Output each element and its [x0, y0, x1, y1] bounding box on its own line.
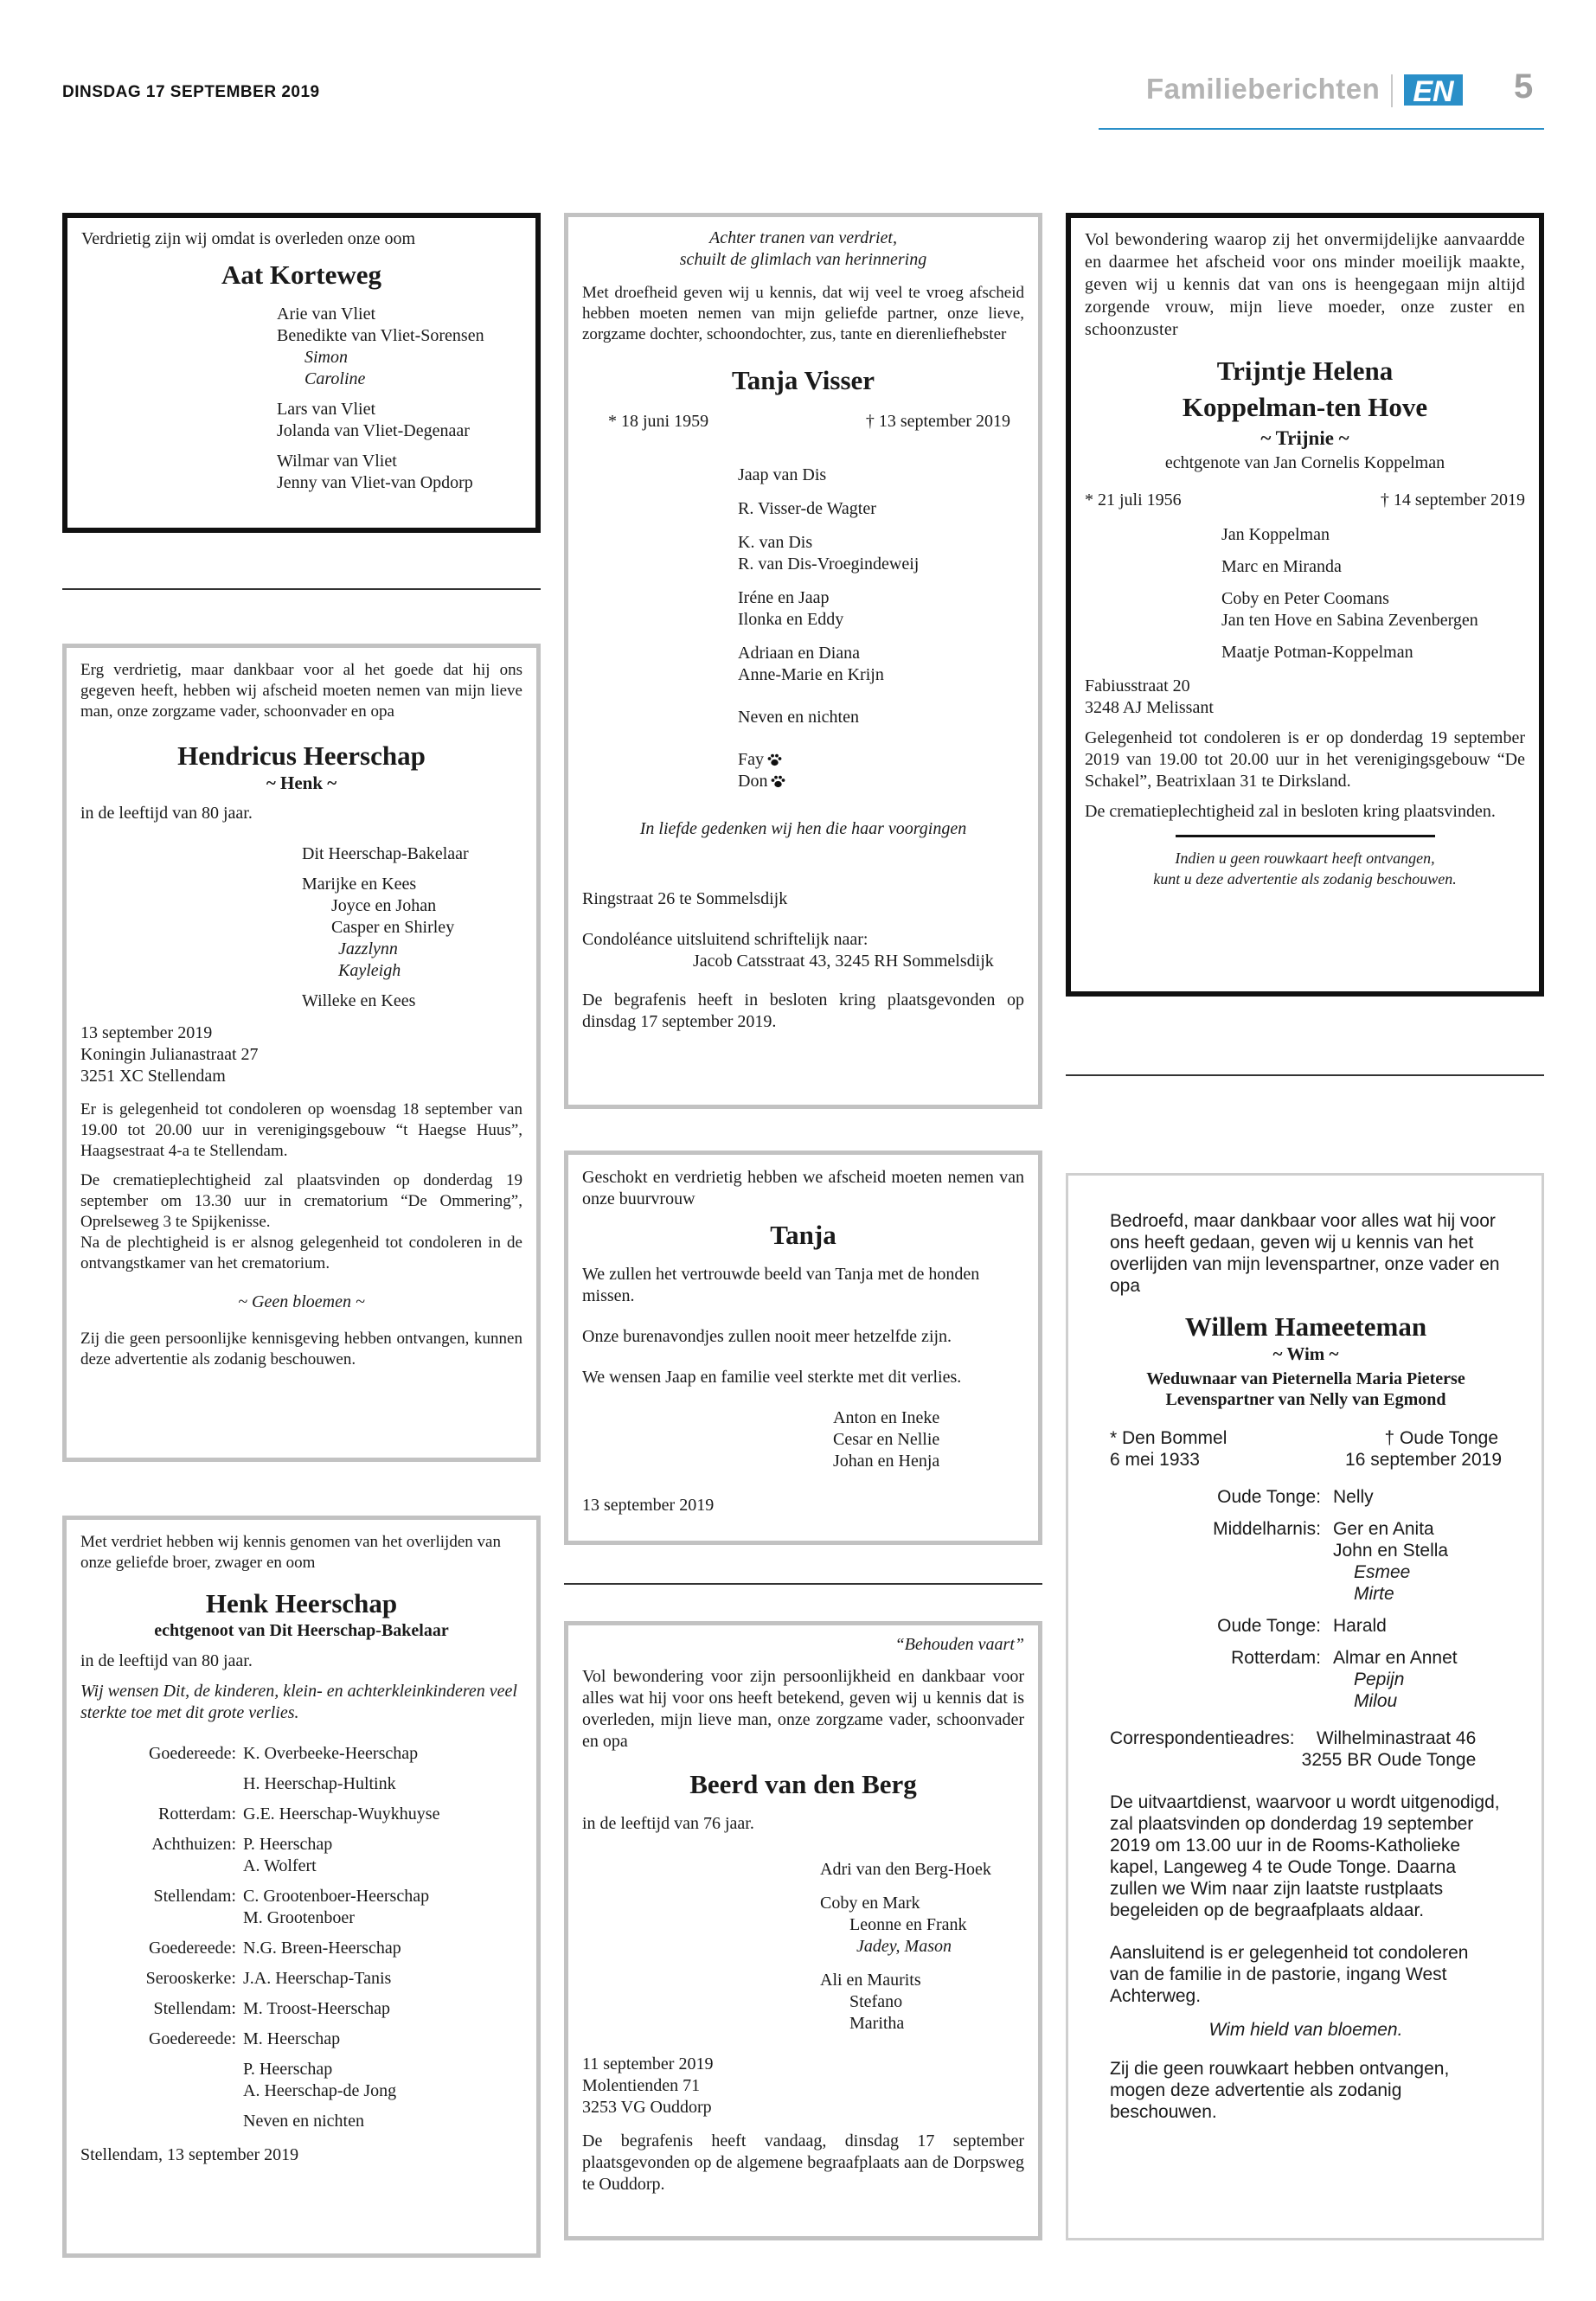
deceased-nickname: ~ Henk ~: [266, 772, 337, 793]
family-group: [820, 1893, 1024, 1958]
flowers-note: ~ Geen bloemen ~: [238, 1292, 365, 1311]
child-name: Simon: [304, 348, 348, 367]
notice-willem-hameeteman: [1066, 1173, 1544, 2240]
family-line: Willeke en Kees: [302, 991, 416, 1010]
life-dates: [1085, 490, 1525, 512]
correspondence-line: Wilhelminastraat 46: [1316, 1728, 1477, 1748]
place-label: Serooskerke:: [145, 1969, 236, 1988]
family-group: [820, 1970, 1024, 2035]
family-row: [1110, 1518, 1502, 1605]
family-line: Nelly: [1333, 1487, 1374, 1507]
poem: [582, 228, 1024, 271]
after-ceremony-info: Na de plechtigheid is er alsnog gelegenheid tot condoleren in de ontvangstkamer van het crematorium.: [80, 1234, 522, 1272]
family-line: Jenny van Vliet-van Opdorp: [277, 473, 473, 492]
family-line: R. van Dis-Vroegindeweij: [738, 554, 920, 574]
family-line: K. Overbeeke-Heerschap: [243, 1744, 419, 1763]
deceased-name: Henk Heerschap: [205, 1588, 398, 1618]
condolence-info: Gelegenheid tot condoleren is er op donderdag 19 september 2019 van 19.00 tot 20.00 uur in het verenigingsgebouw “De Schakel”, Beatrixlaan 31 te Dirksland.: [1085, 728, 1525, 791]
signer: Johan en Henja: [833, 1452, 940, 1471]
family-group: [1221, 588, 1525, 631]
deceased-name: Trijntje Helena: [1216, 356, 1394, 386]
notice-intro: Verdrietig zijn wij omdat is overleden onze oom: [81, 229, 416, 248]
family-line: Coby en Mark: [820, 1894, 920, 1913]
child-name: Jadey, Mason: [856, 1937, 952, 1956]
condolence-info: Er is gelegenheid tot condoleren op woensdag 18 september van 19.00 tot 20.00 uur in verenigingsgebouw “t Haegse Huus”, Haagsestraat 4-a te Stellendam.: [80, 1100, 522, 1160]
family-line: Maritha: [849, 2014, 905, 2033]
family-line: Benedikte van Vliet-Sorensen: [277, 326, 484, 345]
birth-place: * Den Bommel: [1110, 1428, 1227, 1448]
place-label: [80, 2059, 243, 2102]
birth-date: * 18 juni 1959: [608, 412, 709, 431]
family-line: R. Visser-de Wagter: [738, 499, 876, 518]
deceased-name: Tanja: [770, 1220, 836, 1250]
notice-intro: Met verdriet hebben wij kennis genomen van het overlijden van onze geliefde broer, zwager en oom: [80, 1533, 501, 1572]
family-list: [80, 843, 522, 1012]
family-line: Joyce en Johan: [331, 896, 437, 915]
flowers-note: Wim hield van bloemen.: [1208, 2020, 1403, 2040]
family-line: M. Heerschap: [243, 2029, 341, 2048]
notice-hendricus-heerschap: [62, 644, 541, 1462]
pet-name: Don: [738, 772, 768, 791]
notice-intro: Vol bewondering waarop zij het onvermijdelijke aanvaardde en daarmee het afscheid voor ons minder moeilijk maakte, geven wij u kennis dat van ons is heengegaan mijn altijd zorgende vrouw, mijn lieve moeder, onze zuster en schoonzuster: [1085, 230, 1525, 339]
family-row: [80, 1886, 522, 1929]
family-line: Harald: [1333, 1616, 1387, 1636]
notice-tanja-visser: [564, 213, 1042, 1109]
notice-intro: Bedroefd, maar dankbaar voor alles wat hij voor ons heeft gedaan, geven wij u kennis van het overlijden van mijn levenspartner, onze vader en opa: [1110, 1211, 1500, 1296]
condolence-address: Jacob Catsstraat 43, 3245 RH Sommelsdijk: [693, 952, 994, 971]
place-label: Stellendam:: [153, 1999, 236, 2018]
address-line: Koningin Julianastraat 27: [80, 1045, 259, 1064]
family-group: [277, 451, 522, 494]
address-line: 3248 AJ Melissant: [1085, 698, 1214, 717]
family-line: J.A. Heerschap-Tanis: [243, 1969, 392, 1988]
place-label: [80, 1773, 243, 1795]
birth-info: [1110, 1427, 1227, 1471]
child-name: Milou: [1354, 1691, 1398, 1711]
family-group: [302, 874, 522, 982]
family-line: M. Troost-Heerschap: [243, 1999, 390, 2018]
family-row: [1110, 1486, 1502, 1508]
address-block: [1085, 676, 1525, 719]
wish-line: Wij wensen Dit, de kinderen, klein- en achterkleinkinderen veel sterkte toe met dit grote verlies.: [80, 1682, 517, 1722]
deceased-name: Beerd van den Berg: [689, 1769, 917, 1799]
address-line: Molentienden 71: [582, 2076, 701, 2095]
notice-intro: Met droefheid geven wij u kennis, dat wij veel te vroeg afscheid hebben moeten nemen van mijn geliefde partner, onze lieve, zorgzame dochter, schoondochter, zus, tante en dierenliefhebster: [582, 284, 1024, 343]
family-line: Jan ten Hove en Sabina Zevenbergen: [1221, 611, 1478, 630]
family-list: [1085, 524, 1525, 663]
notice-tanja-neighbours: [564, 1150, 1042, 1545]
condolence-info: Aansluitend is er gelegenheid tot condoleren van de familie in de pastorie, ingang West Achterweg.: [1110, 1943, 1469, 2006]
deceased-surname: Koppelman-ten Hove: [1182, 392, 1428, 422]
family-line: A. Heerschap-de Jong: [243, 2081, 397, 2100]
child-name: Caroline: [304, 369, 366, 388]
birth-date: 6 mei 1933: [1110, 1450, 1200, 1470]
family-line: Casper en Shirley: [331, 918, 455, 937]
family-row: [80, 1804, 522, 1825]
paw-icon: [771, 775, 785, 788]
place-label: Oude Tonge:: [1217, 1487, 1321, 1507]
memory-line: In liefde gedenken wij hen die haar voorgingen: [639, 819, 967, 838]
message-line: Onze burenavondjes zullen nooit meer hetzelfde zijn.: [582, 1327, 952, 1346]
partner-line: Levenspartner van Nelly van Egmond: [1165, 1390, 1446, 1409]
closing-line: Indien u geen rouwkaart heeft ontvangen,: [1175, 849, 1435, 867]
family-row: [80, 2059, 522, 2102]
family-row: [80, 1743, 522, 1765]
deceased-name: Hendricus Heerschap: [177, 740, 426, 771]
place-label: [80, 2111, 243, 2132]
place-label: Stellendam:: [153, 1887, 236, 1906]
family-line: N.G. Breen-Heerschap: [243, 1939, 401, 1958]
age-line: in de leeftijd van 80 jaar.: [80, 804, 253, 823]
spouse-line: echtgenoot van Dit Heerschap-Bakelaar: [154, 1621, 449, 1640]
poem-line: schuilt de glimlach van herinnering: [679, 250, 927, 269]
message-line: We zullen het vertrouwde beeld van Tanja met de honden missen.: [582, 1265, 980, 1305]
family-line: Neven en nichten: [243, 2112, 364, 2131]
child-name: Kayleigh: [338, 961, 401, 980]
family-row: [80, 2029, 522, 2050]
family-line: M. Grootenboer: [243, 1908, 355, 1927]
family-group: [738, 587, 1024, 631]
family-line: Neven en nichten: [738, 708, 859, 727]
family-line: Iréne en Jaap: [738, 588, 830, 607]
newspaper-logo: [1404, 71, 1463, 109]
closing-note: Zij die geen persoonlijke kennisgeving hebben ontvangen, kunnen deze advertentie als zodanig beschouwen.: [80, 1330, 522, 1368]
place-label: Oude Tonge:: [1217, 1616, 1321, 1636]
child-name: Mirte: [1354, 1584, 1394, 1604]
pet-name: Fay: [738, 750, 764, 769]
column-separator: [62, 588, 541, 590]
family-group: [738, 643, 1024, 686]
deceased-name: Aat Korteweg: [221, 260, 382, 290]
signer: Cesar en Nellie: [833, 1430, 940, 1449]
notice-trijntje-koppelman: [1066, 213, 1544, 997]
family-list: [81, 304, 522, 494]
family-group: [277, 399, 522, 442]
family-row: [80, 1998, 522, 2020]
address-line: 3253 VG Ouddorp: [582, 2098, 712, 2117]
closing-rule: [1176, 835, 1435, 837]
family-list: [582, 1859, 1024, 2035]
place-label: Goedereede:: [148, 2029, 236, 2048]
correspondence-line: 3255 BR Oude Tonge: [1301, 1750, 1477, 1770]
closing-note: Zij die geen rouwkaart hebben ontvangen, mogen deze advertentie als zodanig beschouwen.: [1110, 2059, 1450, 2122]
address-block: [80, 1022, 522, 1087]
column-separator: [1066, 1074, 1544, 1076]
family-line: Stefano: [849, 1992, 903, 2011]
death-date: † 13 september 2019: [865, 412, 1010, 431]
poem-line: Achter tranen van verdriet,: [709, 228, 897, 247]
logo-text: EN: [1413, 75, 1454, 108]
place-label: Goedereede:: [148, 1744, 236, 1763]
correspondence-label: Correspondentieadres:: [1110, 1728, 1295, 1748]
child-name: Jazzlynn: [338, 939, 398, 958]
funeral-info: De begrafenis heeft in besloten kring plaatsgevonden op dinsdag 17 september 2019.: [582, 990, 1024, 1031]
place-label: Rotterdam:: [1231, 1648, 1321, 1668]
notice-date: 11 september 2019: [582, 2054, 714, 2073]
notice-henk-heerschap: [62, 1516, 541, 2258]
spouse-line: echtgenote van Jan Cornelis Koppelman: [1164, 453, 1445, 472]
deceased-name: Willem Hameeteman: [1184, 1311, 1427, 1342]
family-line: Coby en Peter Coomans: [1221, 589, 1389, 608]
message-line: We wensen Jaap en familie veel sterkte met dit verlies.: [582, 1368, 962, 1387]
death-date: † 14 september 2019: [1380, 490, 1525, 510]
family-line: C. Grootenboer-Heerschap: [243, 1887, 430, 1906]
place-label: Rotterdam:: [158, 1804, 236, 1823]
family-line: Adri van den Berg-Hoek: [820, 1860, 991, 1879]
address-line: Fabiusstraat 20: [1085, 676, 1190, 695]
address-block: [582, 2054, 1024, 2118]
closing-note: [1085, 848, 1525, 889]
family-list: [582, 465, 1024, 792]
family-line: Arie van Vliet: [277, 304, 376, 324]
family-line: Ger en Anita: [1333, 1519, 1434, 1539]
signers: [582, 1407, 1024, 1472]
family-line: Adriaan en Diana: [738, 644, 861, 663]
column-separator: [564, 1583, 1042, 1585]
family-line: Jolanda van Vliet-Degenaar: [277, 421, 470, 440]
family-group: [277, 304, 522, 390]
notice-footer: Stellendam, 13 september 2019: [80, 2145, 299, 2164]
family-row: [80, 2111, 522, 2132]
header-divider: [1391, 74, 1393, 107]
notice-intro: Erg verdrietig, maar dankbaar voor al het goede dat hij ons gegeven heeft, hebben wij afscheid moeten nemen van mijn lieve man, onze zorgzame vader, schoonvader en opa: [80, 661, 522, 721]
family-line: H. Heerschap-Hultink: [243, 1774, 396, 1793]
section-title: Familieberichten: [1146, 73, 1381, 105]
family-line: Ilonka en Eddy: [738, 610, 844, 629]
section-header: [1099, 62, 1544, 130]
family-line: Jaap van Dis: [738, 465, 827, 484]
notice-date: 13 september 2019: [582, 1496, 715, 1515]
family-line: Ali en Maurits: [820, 1971, 921, 1990]
deceased-nickname: ~ Wim ~: [1272, 1343, 1339, 1364]
page-number: 5: [1514, 67, 1534, 106]
notice-aat-korteweg: [62, 213, 541, 533]
family-line: P. Heerschap: [243, 2060, 333, 2079]
family-line: Lars van Vliet: [277, 400, 376, 419]
service-info: De uitvaartdienst, waarvoor u wordt uitgenodigd, zal plaatsvinden op donderdag 19 september 2019 om 13.00 uur in de Rooms-Katholieke kapel, Langeweg 4 te Oude Tonge. Daarna zullen we Wim naar zijn laatste rustplaats begeleiden op de begraafplaats aldaar.: [1110, 1792, 1500, 1920]
family-table: [80, 1743, 522, 2132]
notice-intro: Vol bewondering voor zijn persoonlijkheid en dankbaar voor alles wat hij voor ons heeft betekend, geven wij u kennis dat is overleden, mijn lieve man, onze zorgzame vader, schoonvader en opa: [582, 1667, 1024, 1751]
family-row: [1110, 1647, 1502, 1712]
cremation-info: De crematieplechtigheid zal in besloten kring plaatsvinden.: [1085, 802, 1496, 821]
family-line: A. Wolfert: [243, 1856, 317, 1875]
family-line: Jan Koppelman: [1221, 525, 1330, 544]
widower-line: Weduwnaar van Pieternella Maria Pieterse: [1146, 1369, 1465, 1388]
deceased-nickname: ~ Trijnie ~: [1260, 427, 1349, 449]
life-dates: [1110, 1427, 1502, 1472]
birth-date: * 21 juli 1956: [1085, 490, 1182, 510]
place-label: Achthuizen:: [151, 1835, 236, 1854]
family-line: John en Stella: [1333, 1541, 1449, 1561]
family-group: [738, 532, 1024, 575]
age-line: in de leeftijd van 80 jaar.: [80, 1651, 253, 1670]
family-line: Wilmar van Vliet: [277, 452, 397, 471]
quote: “Behouden vaart”: [894, 1635, 1024, 1654]
family-line: Anne-Marie en Krijn: [738, 665, 884, 684]
family-line: Almar en Annet: [1333, 1648, 1458, 1668]
address-line: Ringstraat 26 te Sommelsdijk: [582, 889, 788, 908]
notice-beerd-van-den-berg: [564, 1621, 1042, 2240]
family-row: [80, 1938, 522, 1959]
death-place: † Oude Tonge: [1384, 1428, 1498, 1448]
family-line: Marijke en Kees: [302, 875, 417, 894]
family-table: [1110, 1486, 1502, 1712]
family-row: [80, 1834, 522, 1877]
family-line: Leonne en Frank: [849, 1915, 967, 1934]
notice-date: 13 september 2019: [80, 1023, 213, 1042]
signer: Anton en Ineke: [833, 1408, 940, 1427]
family-row: [80, 1968, 522, 1990]
place-label: Middelharnis:: [1213, 1519, 1321, 1539]
condolence-label: Condoléance uitsluitend schriftelijk naar:: [582, 930, 869, 949]
family-line: Dit Heerschap-Bakelaar: [302, 844, 469, 863]
age-line: in de leeftijd van 76 jaar.: [582, 1814, 754, 1833]
place-label: Goedereede:: [148, 1939, 236, 1958]
family-line: P. Heerschap: [243, 1835, 333, 1854]
family-line: K. van Dis: [738, 533, 813, 552]
correspondence-block: [1110, 1727, 1502, 1771]
child-name: Esmee: [1354, 1562, 1411, 1582]
child-name: Pepijn: [1354, 1670, 1405, 1689]
notice-intro: Geschokt en verdrietig hebben we afscheid moeten nemen van onze buurvrouw: [582, 1168, 1024, 1208]
funeral-info: De begrafenis heeft vandaag, dinsdag 17 september plaatsgevonden op de algemene begraafplaats aan de Dorpsweg te Ouddorp.: [582, 2131, 1024, 2194]
closing-line: kunt u deze advertentie als zodanig beschouwen.: [1153, 870, 1457, 888]
cremation-info: De crematieplechtigheid zal plaatsvinden op donderdag 19 september om 13.30 uur in crematorium “De Ommering”, Oprelseweg 3 te Spijkenisse.: [80, 1171, 522, 1231]
condolence-block: [582, 929, 1024, 972]
family-line: Marc en Miranda: [1221, 557, 1342, 576]
pets-group: [738, 749, 1024, 792]
deceased-name: Tanja Visser: [731, 365, 875, 395]
address-line: 3251 XC Stellendam: [80, 1067, 226, 1086]
family-row: [1110, 1615, 1502, 1637]
paw-icon: [767, 753, 782, 766]
death-info: [1345, 1427, 1502, 1471]
family-row: [80, 1773, 522, 1795]
life-dates: [608, 411, 1010, 433]
family-line: Maatje Potman-Koppelman: [1221, 643, 1413, 662]
death-date: 16 september 2019: [1345, 1450, 1502, 1470]
page-date: DINSDAG 17 SEPTEMBER 2019: [62, 83, 320, 101]
family-line: G.E. Heerschap-Wuykhuyse: [243, 1804, 440, 1823]
